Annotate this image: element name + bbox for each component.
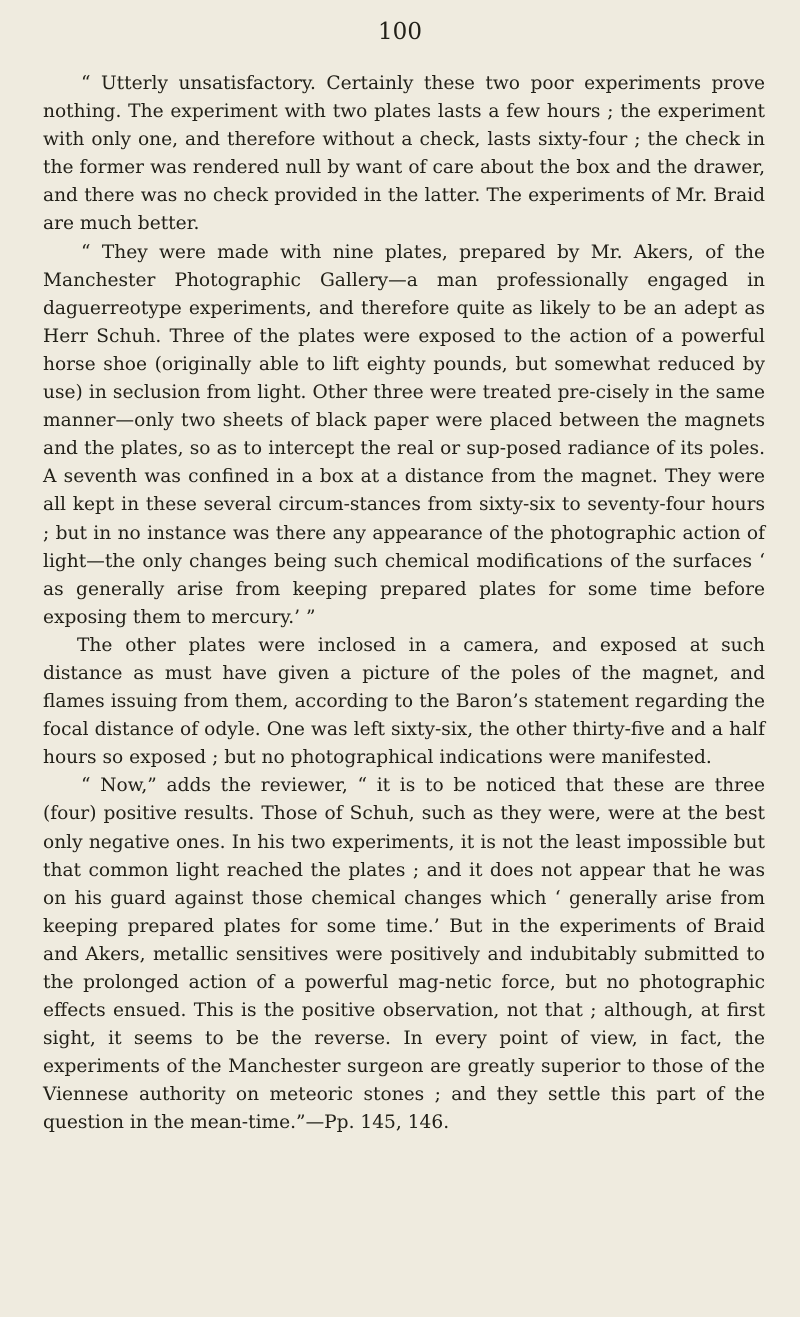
body-text bbox=[43, 70, 765, 1138]
paragraph-1: “ Utterly unsatisfactory. Certainly these two poor experiments prove nothing. The experiment with two plates lasts a few hours ; the experiment with only one, and therefore without a check, lasts sixty-four ; the check in the former was rendered null by want of care about the box and the drawer, and there was no check provided in the latter. The experiments of Mr. Braid are much better. bbox=[43, 73, 765, 235]
paragraph-4: “ Now,” adds the reviewer, “ it is to be noticed that these are three (four) positive results. Those of Schuh, such as they were, were at the best only negative ones. In his two experiments, it is not the least impossible but that common light reached the plates ; and it does not appear that he was on his guard against those chemical changes which ‘ generally arise from keeping prepared plates for some time.’ But in the experiments of Braid and Akers, metallic sensitives were positively and indubitably submitted to the prolonged action of a powerful mag-netic force, but no photographic effects ensued. This is the positive observation, not that ; although, at first sight, it seems to be the reverse. In every point of view, in fact, the experiments of the Manchester surgeon are greatly superior to those of the Viennese authority on meteoric stones ; and they settle this part of the question in the mean-time.”—Pp. 145, 146. bbox=[43, 775, 765, 1134]
paragraph-3: The other plates were inclosed in a camera, and exposed at such distance as must have given a picture of the poles of the magnet, and flames issuing from them, according to the Baron’s statement regarding the focal distance of odyle. One was left sixty-six, the other thirty-five and a half hours so exposed ; but no photographical indications were manifested. bbox=[43, 634, 765, 769]
page-number: 100 bbox=[378, 19, 422, 45]
paragraph-2: “ They were made with nine plates, prepared by Mr. Akers, of the Manchester Photographic Gallery—a man professionally engaged in daguerreotype experiments, and therefore quite as likely to be an adept as Herr Schuh. Three of the plates were exposed to the action of a powerful horse shoe (originally able to lift eighty pounds, but somewhat reduced by use) in seclusion from light. Other three were treated pre-cisely in the same manner—only two sheets of black paper were placed between the magnets and the plates, so as to intercept the real or sup-posed radiance of its poles. A seventh was confined in a box at a distance from the magnet. They were all kept in these several circum-stances from sixty-six to seventy-four hours ; but in no instance was there any appearance of the photographic action of light—the only changes being such chemical modifications of the surfaces ‘ as generally arise from keeping prepared plates for some time before exposing them to mercury.’ ” bbox=[43, 241, 765, 628]
